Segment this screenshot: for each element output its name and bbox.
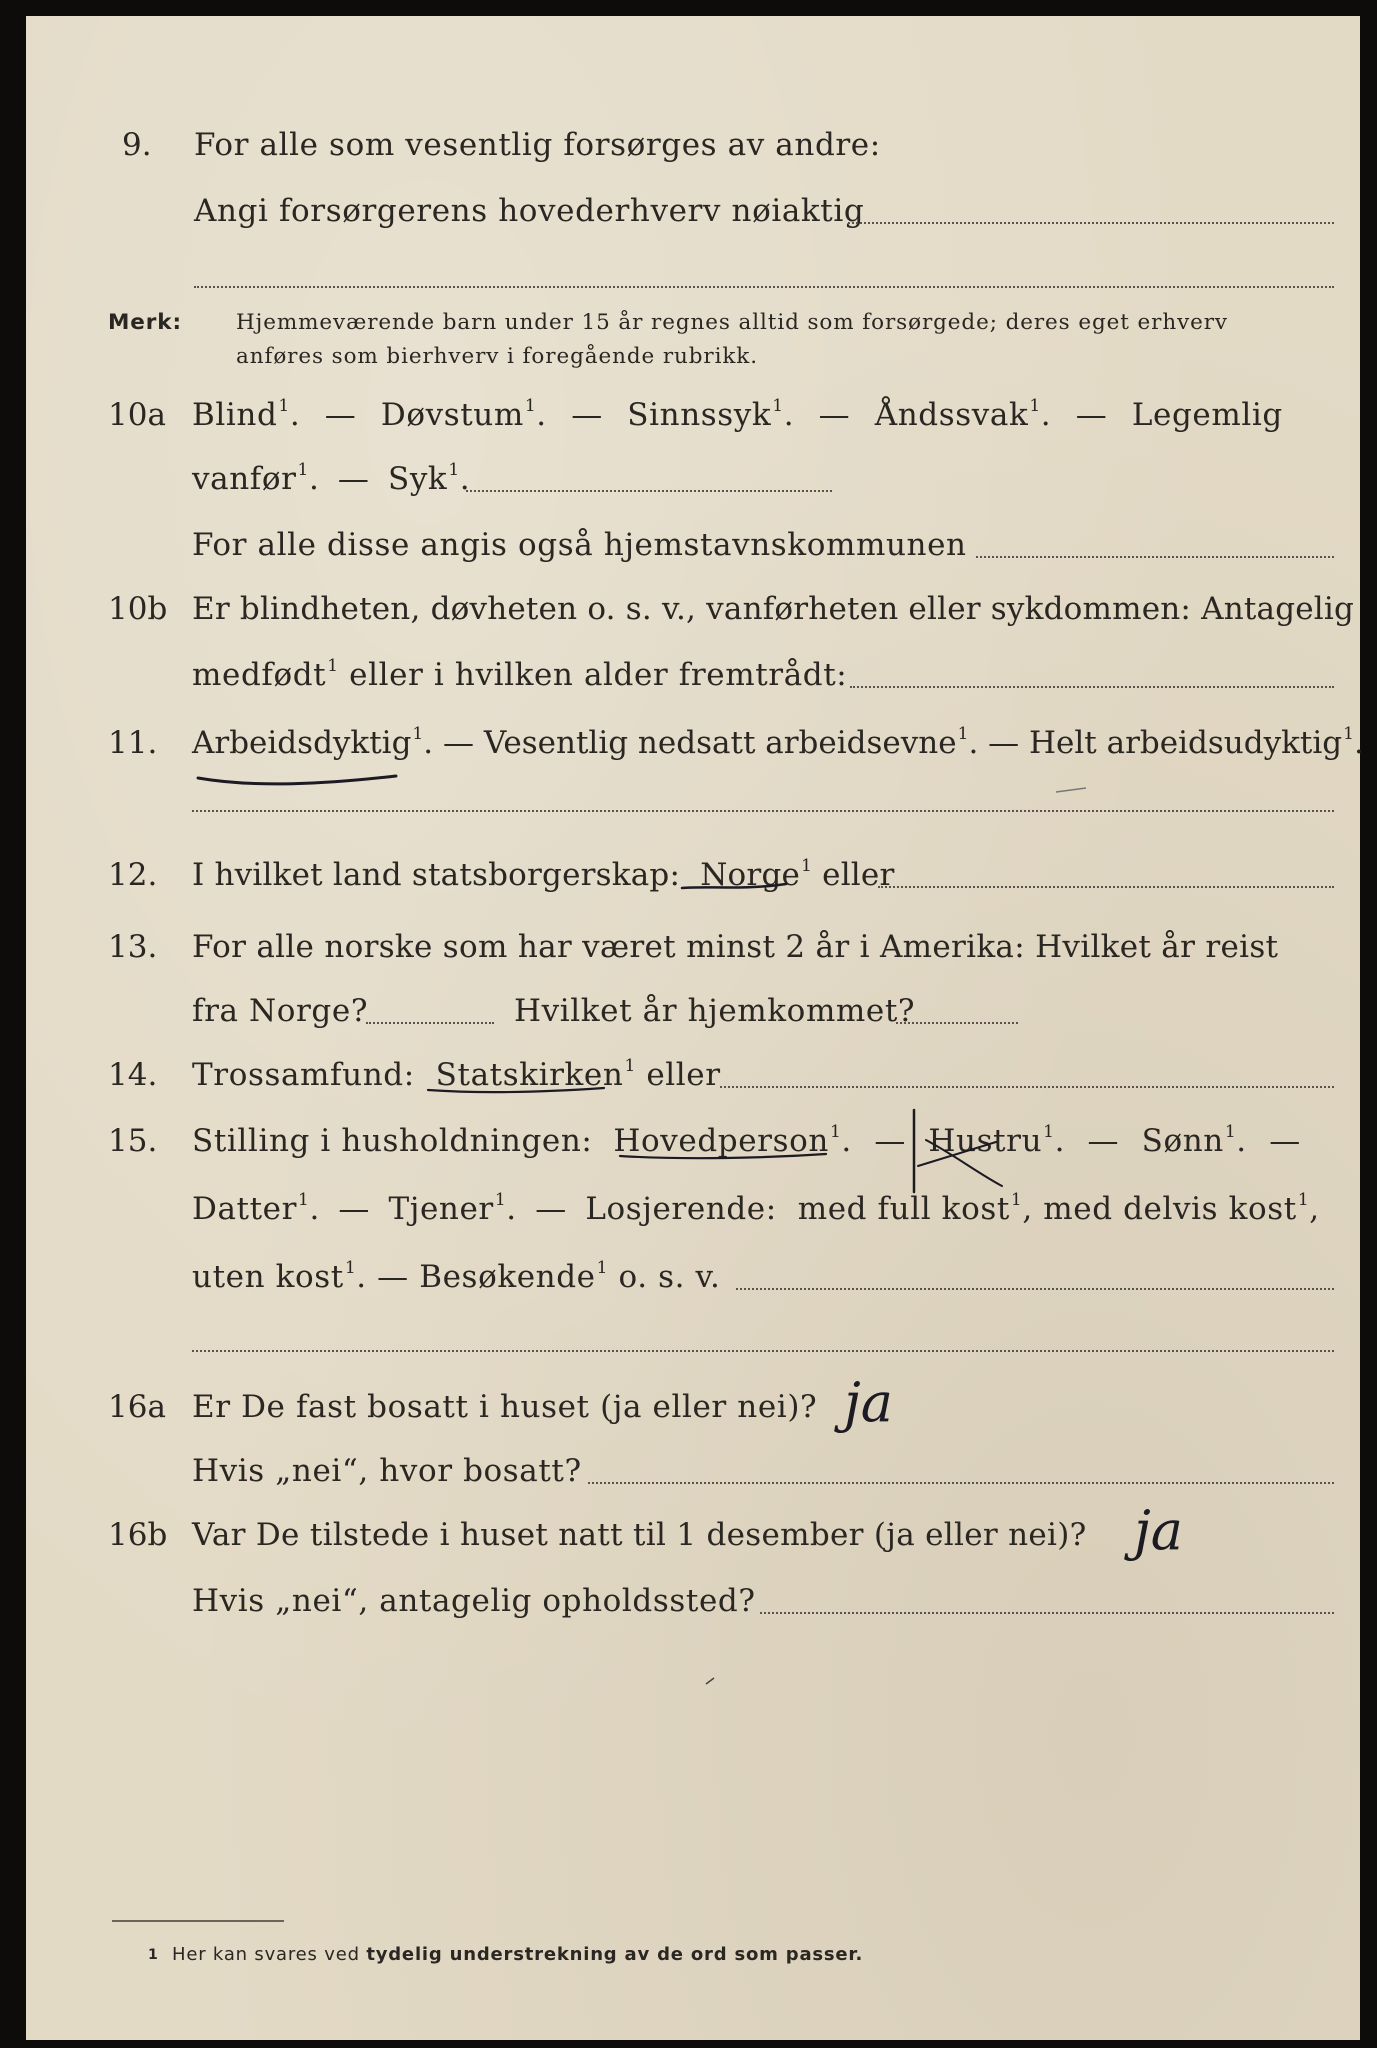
option-nedsatt-arbeidsevne[interactable]: Vesentlig nedsatt arbeidsevne — [483, 725, 957, 761]
underline-arbeidsdyktig — [198, 776, 396, 784]
q15-line2: Datter$^1$. — Tjener$^1$. — Losjerende: med full kost$^1$, med delvis kost$^1$, — [192, 1190, 1320, 1227]
stray-mark-2 — [1056, 788, 1086, 792]
option-datter[interactable]: Datter — [192, 1191, 298, 1227]
q13-reist-line[interactable] — [366, 1022, 494, 1024]
census-form-page — [26, 16, 1364, 2040]
option-sinnssyk[interactable]: Sinnssyk — [627, 397, 772, 433]
q13-part-b: Hvilket år hjemkommet? — [514, 993, 916, 1029]
q10a-answer-line[interactable] — [466, 490, 832, 492]
q10a-line1: Blind$^1$. — Døvstum$^1$. — Sinnssyk$^1$. — Åndssvak$^1$. — Legemlig — [192, 396, 1283, 433]
option-besokende[interactable]: Besøkende — [419, 1259, 596, 1295]
q15-answer-line[interactable] — [736, 1288, 1334, 1290]
q10a-line2: vanfør$^1$. — Syk$^1$. — [192, 460, 471, 497]
q13-hjemkommet-line[interactable] — [896, 1022, 1018, 1024]
q10b-line1: Er blindheten, døvheten o. s. v., vanførheten eller sykdommen: Antagelig — [192, 591, 1355, 627]
option-blind[interactable]: Blind — [192, 397, 278, 433]
q9-line1: For alle som vesentlig forsørges av andre: — [194, 127, 881, 163]
q10a-hjemstavn-line[interactable] — [976, 556, 1334, 558]
q16b-line1: Var De tilstede i huset natt til 1 desember (ja eller nei)? — [192, 1517, 1087, 1553]
q10a-number: 10a — [108, 397, 166, 433]
q9-answer-line[interactable] — [848, 222, 1334, 224]
footnote-mark: 1 — [148, 1947, 159, 1963]
q10b-number: 10b — [108, 591, 168, 627]
footnote-text: Her kan svares ved tydelig understrekning av de ord som passer. — [172, 1944, 864, 1965]
q14-line: Trossamfund: Statskirken$^1$ eller — [192, 1056, 721, 1093]
option-norge[interactable]: Norge — [700, 857, 801, 893]
q16b-opholdssted-line[interactable] — [760, 1612, 1334, 1614]
stray-mark — [706, 1678, 714, 1684]
q16a-line2: Hvis „nei“, hvor bosatt? — [192, 1453, 582, 1489]
option-sonn[interactable]: Sønn — [1141, 1123, 1224, 1159]
q9-line2: Angi forsørgerens hovederhverv nøiaktig — [194, 193, 865, 229]
option-andssvak[interactable]: Åndssvak — [874, 397, 1029, 433]
option-legemlig[interactable]: Legemlig — [1131, 397, 1283, 433]
q10b-answer-line[interactable] — [850, 686, 1334, 688]
merk-label: Merk: — [108, 310, 182, 335]
option-tjener[interactable]: Tjener — [388, 1191, 494, 1227]
q13-number: 13. — [108, 929, 158, 965]
q11-line: Arbeidsdyktig$^1$. — Vesentlig nedsatt arbeidsevne$^1$. — Helt arbeidsudyktig$^1$. — [192, 724, 1364, 761]
q12-answer-line[interactable] — [878, 886, 1334, 888]
q12-line: I hvilket land statsborgerskap: Norge$^1$ eller — [192, 856, 895, 893]
q16a-line1: Er De fast bosatt i huset (ja eller nei)? — [192, 1389, 818, 1425]
option-uten-kost[interactable]: uten kost — [192, 1259, 344, 1295]
option-statskirken[interactable]: Statskirken — [435, 1057, 624, 1093]
q13-line1: For alle norske som har været minst 2 år i Amerika: Hvilket år reist — [192, 929, 1279, 965]
q15-answer-line-2[interactable] — [192, 1350, 1334, 1352]
option-vanfor[interactable]: vanfør — [192, 461, 297, 497]
q14-answer-line[interactable] — [720, 1086, 1334, 1088]
q13-part-a: fra Norge? — [192, 993, 369, 1029]
option-dovstum[interactable]: Døvstum — [380, 397, 524, 433]
q11-number: 11. — [108, 725, 158, 761]
option-medfodt[interactable]: medfødt — [192, 657, 327, 693]
q14-number: 14. — [108, 1057, 158, 1093]
q12-number: 12. — [108, 857, 158, 893]
q16b-number: 16b — [108, 1517, 168, 1553]
q10a-line3: For alle disse angis også hjemstavnskommunen — [192, 527, 967, 563]
q16a-bosatt-line[interactable] — [588, 1482, 1334, 1484]
option-hustru[interactable]: Hustru — [928, 1123, 1043, 1159]
q16a-number: 16a — [108, 1389, 166, 1425]
q16a-handwritten-answer[interactable]: ja — [844, 1371, 893, 1434]
q15-line1: Stilling i husholdningen: Hovedperson$^1$. — Hustru$^1$. — Sønn$^1$. — — [192, 1122, 1301, 1159]
option-med-full-kost[interactable]: med full kost — [797, 1191, 1010, 1227]
option-helt-arbeidsudyktig[interactable]: Helt arbeidsudyktig — [1029, 725, 1343, 761]
merk-line2: anføres som bierhverv i foregående rubrikk. — [236, 344, 758, 369]
q16b-line2: Hvis „nei“, antagelig opholdssted? — [192, 1583, 756, 1619]
footnote-rule — [112, 1920, 284, 1922]
q15-line3: uten kost$^1$. — Besøkende$^1$ o. s. v. — [192, 1258, 721, 1295]
merk-line1: Hjemmeværende barn under 15 år regnes alltid som forsørgede; deres eget erhverv — [236, 310, 1228, 335]
q10b-line2: medfødt$^1$ eller i hvilken alder fremtrådt: — [192, 656, 848, 693]
option-arbeidsdyktig[interactable]: Arbeidsdyktig — [192, 725, 412, 761]
q9-answer-line-2[interactable] — [194, 286, 1334, 288]
q16b-handwritten-answer[interactable]: ja — [1134, 1499, 1183, 1562]
q11-answer-line[interactable] — [192, 810, 1334, 812]
q15-number: 15. — [108, 1123, 158, 1159]
option-med-delvis-kost[interactable]: med delvis kost — [1043, 1191, 1297, 1227]
option-hovedperson[interactable]: Hovedperson — [613, 1123, 829, 1159]
option-syk[interactable]: Syk — [387, 461, 448, 497]
q9-number: 9. — [122, 127, 152, 163]
